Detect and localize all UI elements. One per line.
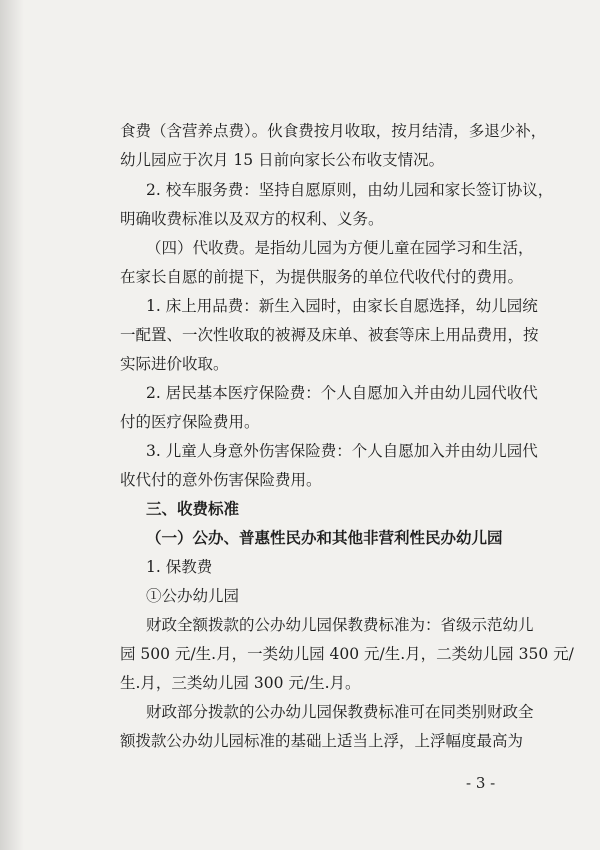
text-line: 一配置、一次性收取的被褥及床单、被套等床上用品费用，按 [120,326,539,344]
text-line: 2. 居民基本医疗保险费：个人自愿加入并由幼儿园代收代 [146,384,538,402]
text-line: 1. 床上用品费：新生入园时，由家长自愿选择，幼儿园统 [146,297,538,315]
text-line: 生.月，三类幼儿园 300 元/生.月。 [120,674,361,692]
text-line: ①公办幼儿园 [146,587,240,605]
text-line: 实际进价收取。 [120,355,229,373]
text-line: 额拨款公办幼儿园标准的基础上适当上浮，上浮幅度最高为 [120,732,524,750]
text-line: 财政部分拨款的公办幼儿园保教费标准可在同类别财政全 [146,703,534,721]
text-line: 2. 校车服务费：坚持自愿原则，由幼儿园和家长签订协议， [146,181,554,199]
text-line: 付的医疗保险费用。 [120,413,260,431]
page-edge-shadow [0,0,24,850]
page-number: - 3 - [466,774,496,792]
text-line: （四）代收费。是指幼儿园为方便儿童在园学习和生活， [146,239,534,257]
subsection-heading: （一）公办、普惠性民办和其他非营利性民办幼儿园 [146,529,503,547]
text-line: 收代付的意外伤害保险费用。 [120,471,322,489]
text-line: 在家长自愿的前提下，为提供服务的单位代收代付的费用。 [120,268,524,286]
text-line: 1. 保教费 [146,558,213,576]
text-line: 园 500 元/生.月，一类幼儿园 400 元/生.月，二类幼儿园 350 元/ [120,645,574,663]
section-heading: 三、收费标准 [146,500,240,518]
text-line: 财政全额拨款的公办幼儿园保教费标准为：省级示范幼儿 [146,616,534,634]
text-line: 幼儿园应于次月 15 日前向家长公布收支情况。 [120,151,445,169]
text-line: 明确收费标准以及双方的权利、义务。 [120,210,384,228]
text-line: 3. 儿童人身意外伤害保险费：个人自愿加入并由幼儿园代 [146,442,538,460]
text-line: 食费（含营养点费）。伙食费按月收取，按月结清，多退少补， [120,122,547,140]
